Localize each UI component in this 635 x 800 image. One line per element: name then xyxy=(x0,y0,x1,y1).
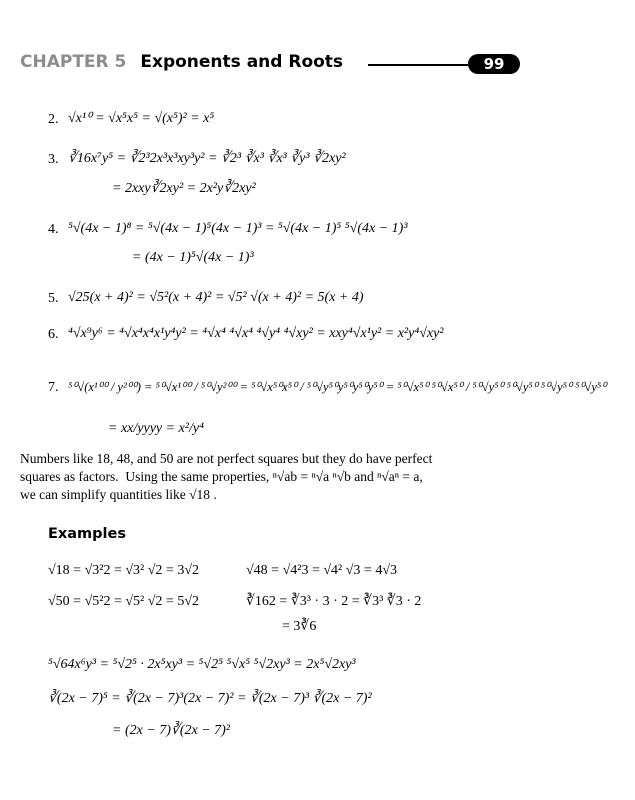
problem-number: 4. xyxy=(48,222,59,237)
chapter-label: CHAPTER 5 xyxy=(20,52,127,72)
problem-number: 7. xyxy=(48,380,59,395)
problem-number: 5. xyxy=(48,291,59,306)
example-line: = (2x − 7)∛(2x − 7)² xyxy=(112,723,231,738)
problem-number: 2. xyxy=(48,112,59,127)
examples-heading: Examples xyxy=(48,526,126,542)
problem-line: ⁵√(4x − 1)⁸ = ⁵√(4x − 1)⁵(4x − 1)³ = ⁵√(4x − 1)⁵ ⁵√(4x − 1)³ xyxy=(68,221,408,236)
page-number: 99 xyxy=(468,54,520,74)
problem-number: 6. xyxy=(48,327,59,342)
header-rule xyxy=(368,64,478,66)
paragraph-line: Numbers like 18, 48, and 50 are not perfect squares but they do have perfect xyxy=(20,451,433,466)
example-line: √48 = √4²3 = √4² √3 = 4√3 xyxy=(246,563,397,578)
problem-line: = xx/yyyy = x²/y⁴ xyxy=(108,421,204,436)
problem-number: 3. xyxy=(48,152,59,167)
example-line: ∛162 = ∛3³ · 3 · 2 = ∛3³ ∛3 · 2 xyxy=(246,594,422,609)
problem-line: ⁴√x⁹y⁶ = ⁴√x⁴x⁴x¹y⁴y² = ⁴√x⁴ ⁴√x⁴ ⁴√y⁴ ⁴√xy² = xxy⁴√x¹y² = x²y⁴√xy² xyxy=(68,326,444,341)
paragraph-line: we can simplify quantities like √18 . xyxy=(20,487,217,502)
problem-line: ⁵⁰√(x¹⁰⁰ / y²⁰⁰) = ⁵⁰√x¹⁰⁰ / ⁵⁰√y²⁰⁰ = ⁵⁰√x⁵⁰x⁵⁰ / ⁵⁰√y⁵⁰y⁵⁰y⁵⁰y⁵⁰ = ⁵⁰√x⁵⁰ ⁵⁰√x⁵⁰ / ⁵⁰√y⁵⁰ ⁵⁰√y⁵⁰ ⁵⁰√y⁵⁰ ⁵⁰√y⁵⁰ xyxy=(68,380,607,394)
problem-line: √25(x + 4)² = √5²(x + 4)² = √5² √(x + 4)² = 5(x + 4) xyxy=(68,290,364,305)
example-line: √18 = √3²2 = √3² √2 = 3√2 xyxy=(48,563,199,578)
chapter-header xyxy=(20,52,343,72)
example-line: = 3∛6 xyxy=(282,619,317,634)
example-line: ∛(2x − 7)⁵ = ∛(2x − 7)³(2x − 7)² = ∛(2x − 7)³ ∛(2x − 7)² xyxy=(48,691,372,706)
problem-line: = (4x − 1)⁵√(4x − 1)³ xyxy=(132,250,254,265)
chapter-title: Exponents and Roots xyxy=(140,52,344,72)
problem-line: ∛16x⁷y⁵ = ∛2³2x³x³xy³y² = ∛2³ ∛x³ ∛x³ ∛y³ ∛2xy² xyxy=(68,151,346,166)
explanation-paragraph xyxy=(20,450,460,504)
problem-line: = 2xxy∛2xy² = 2x²y∛2xy² xyxy=(112,181,256,196)
problem-line: √x¹⁰ = √x⁵x⁵ = √(x⁵)² = x⁵ xyxy=(68,111,215,126)
example-line: √50 = √5²2 = √5² √2 = 5√2 xyxy=(48,594,199,609)
paragraph-line: squares as factors. Using the same properties, ⁿ√ab = ⁿ√a ⁿ√b and ⁿ√aⁿ = a, xyxy=(20,469,423,484)
example-line: ⁵√64x⁶y³ = ⁵√2⁵ · 2x⁵xy³ = ⁵√2⁵ ⁵√x⁵ ⁵√2xy³ = 2x⁵√2xy³ xyxy=(48,657,356,672)
